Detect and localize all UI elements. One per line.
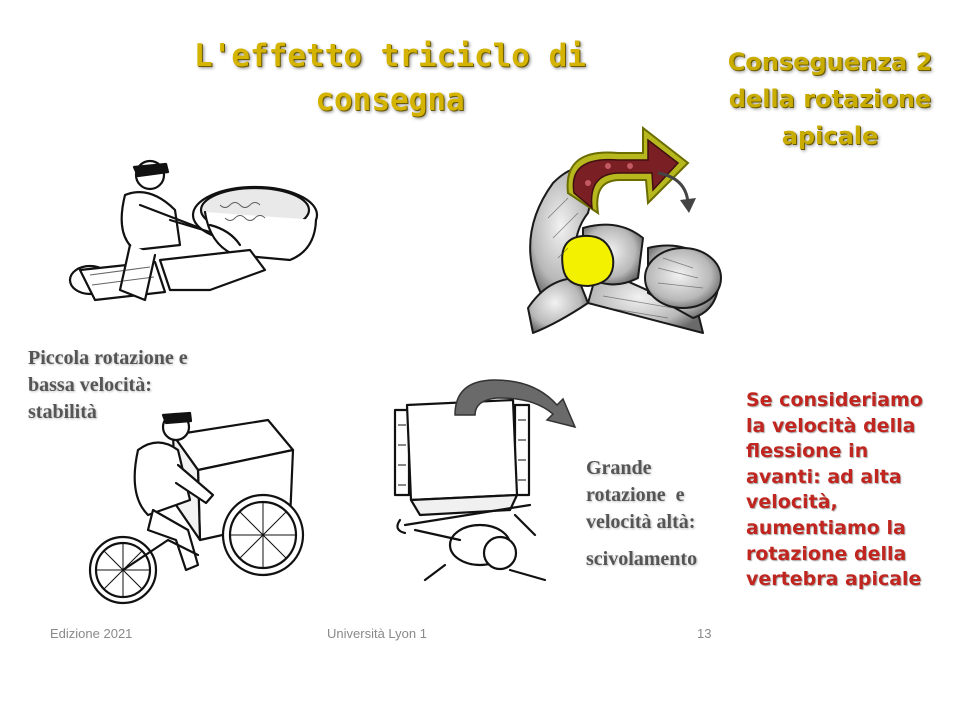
left-label-line-1: Piccola rotazione e [28, 347, 188, 369]
title-line-1: L'effetto triciclo di [194, 38, 586, 74]
footer-edition: Edizione 2021 [50, 626, 133, 641]
tricycle-rider-illustration [78, 405, 303, 605]
right-label-line-2: rotazione e [586, 484, 685, 506]
subtitle-line-3: apicale [781, 122, 879, 150]
vertebra-rotation-illustration [508, 118, 733, 363]
tricycle-top-view-illustration [385, 365, 585, 590]
right-label-line-4: scivolamento [586, 548, 698, 570]
red-text-line-4: avanti: ad alta [746, 465, 902, 488]
red-text-line-1: Se consideriamo [746, 389, 923, 411]
title-line-2: consegna [315, 82, 465, 118]
red-explanation-text [746, 388, 946, 593]
red-text-line-7: rotazione della [746, 542, 907, 565]
red-text-line-8: vertebra apicale [746, 568, 922, 591]
red-text-line-6: aumentiamo la [746, 516, 906, 539]
red-text-line-2: la velocità della [746, 414, 916, 437]
red-text-line-5: velocità, [746, 491, 838, 514]
slide-subtitle [715, 44, 945, 155]
left-label [28, 345, 248, 426]
subtitle-line-2: della rotazione [728, 85, 932, 113]
right-label [586, 455, 736, 573]
subtitle-line-1: Conseguenza 2 [727, 48, 933, 76]
left-label-line-2: bassa velocità: [28, 374, 152, 396]
red-text-line-3: flessione in [746, 440, 869, 463]
right-label-line-3: velocità altà: [586, 511, 696, 533]
slide-title [170, 34, 610, 122]
footer-page-number: 13 [697, 626, 712, 641]
man-carrying-vertebra-illustration [60, 150, 275, 315]
left-label-line-3: stabilità [28, 401, 97, 423]
right-label-line-1: Grande [586, 457, 652, 479]
footer-university: Università Lyon 1 [327, 626, 427, 641]
